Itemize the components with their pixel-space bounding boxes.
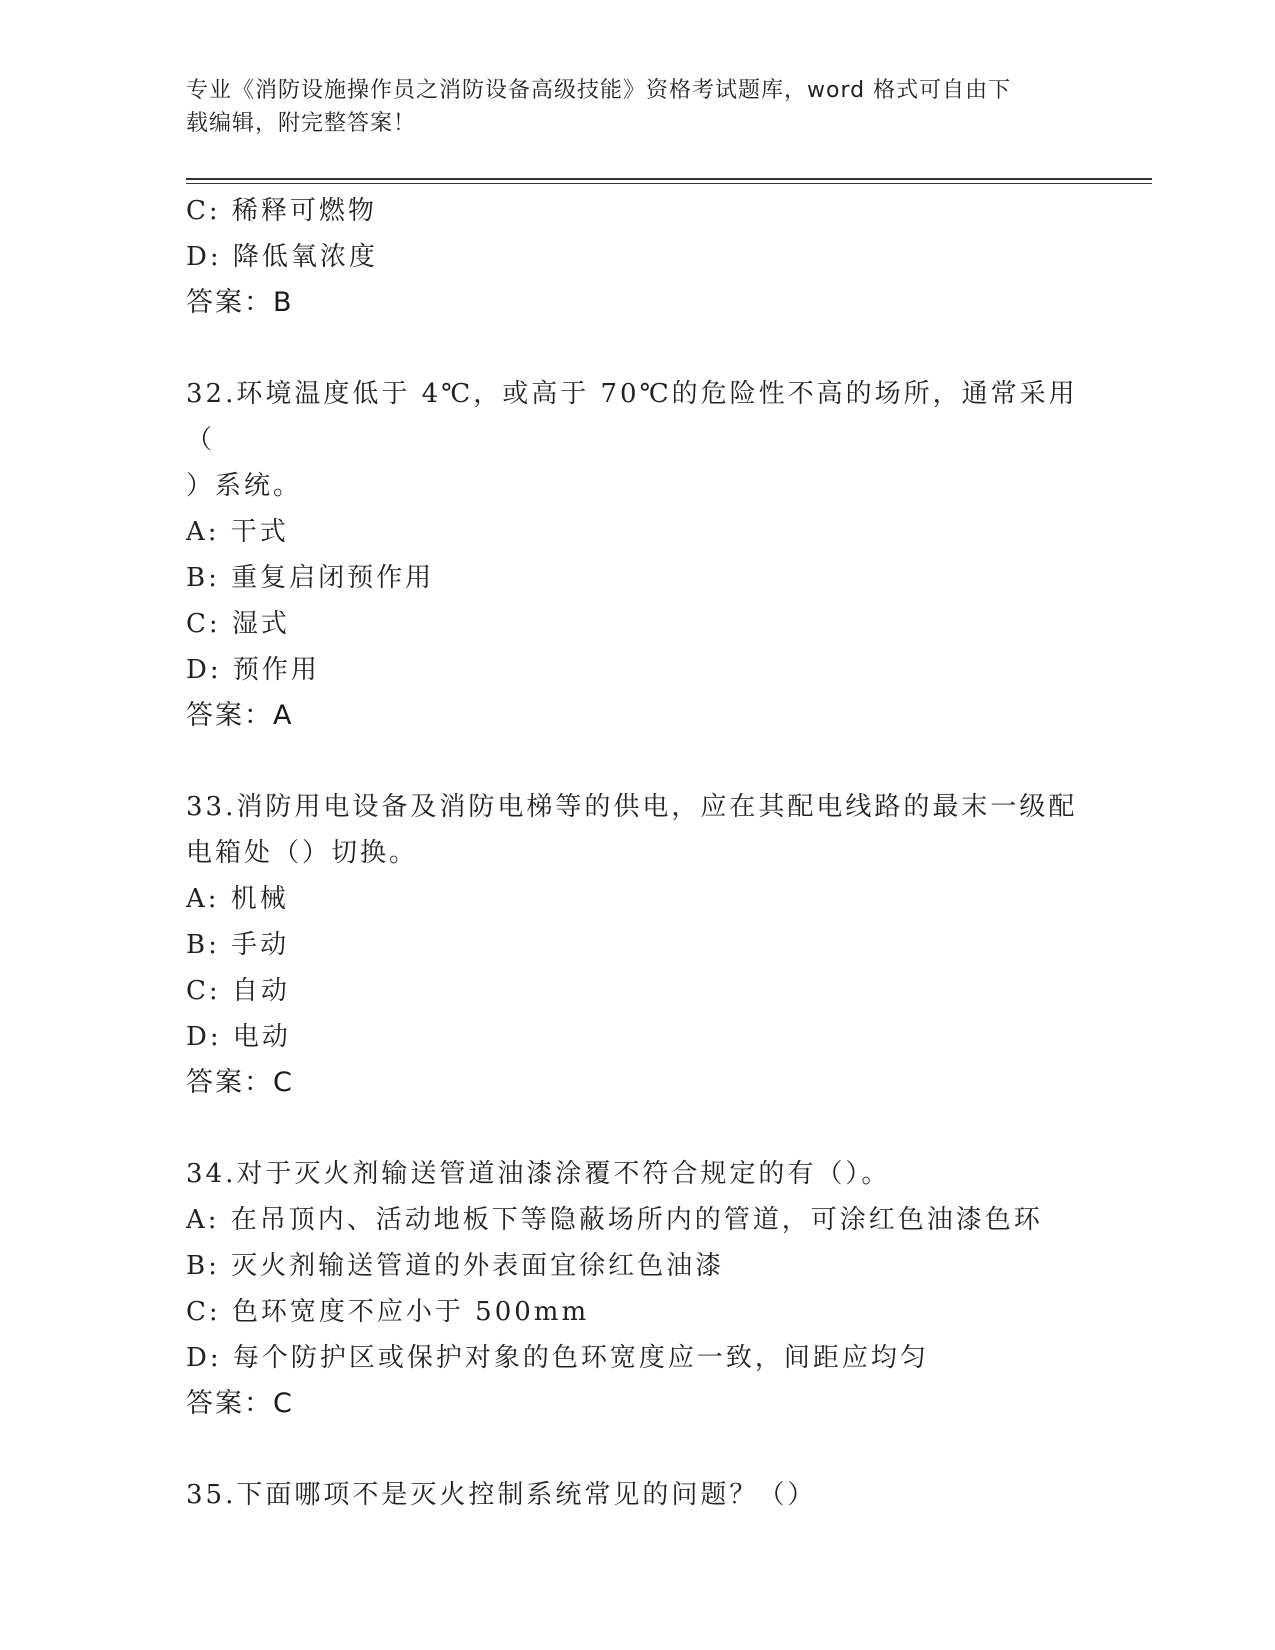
question-block-35 bbox=[186, 1472, 1086, 1518]
option-d: D: 降低氧浓度 bbox=[186, 242, 378, 272]
question-stem-line-1: 33.消防用电设备及消防电梯等的供电，应在其配电线路的最末一级配 bbox=[186, 792, 1078, 822]
option-a: A: 干式 bbox=[186, 517, 289, 547]
option-d: D: 每个防护区或保护对象的色环宽度应一致，间距应均匀 bbox=[186, 1343, 929, 1373]
question-block-32 bbox=[186, 371, 1086, 739]
option-c: C: 色环宽度不应小于 500mm bbox=[186, 1297, 590, 1327]
header-line-2: 载编辑，附完整答案！ bbox=[186, 111, 417, 136]
answer-line: 答案：C bbox=[186, 1067, 294, 1098]
answer-line: 答案：A bbox=[186, 700, 294, 731]
header-divider-thick bbox=[186, 178, 1152, 180]
option-b: B: 灭火剂输送管道的外表面宜徐红色油漆 bbox=[186, 1251, 725, 1281]
answer-line: 答案：C bbox=[186, 1388, 294, 1419]
question-block-34 bbox=[186, 1151, 1086, 1427]
header-divider-thin bbox=[186, 183, 1152, 184]
question-block-33 bbox=[186, 784, 1086, 1106]
option-c: C: 自动 bbox=[186, 976, 290, 1006]
question-stem-line-1: 34.对于灭火剂输送管道油漆涂覆不符合规定的有（）。 bbox=[186, 1159, 891, 1189]
question-stem-line-2: 电箱处（）切换。 bbox=[186, 838, 419, 868]
question-stem-line-1: 35.下面哪项不是灭火控制系统常见的问题？（） bbox=[186, 1480, 817, 1510]
question-stem-line-1: 32.环境温度低于 4℃，或高于 70℃的危险性不高的场所，通常采用（ bbox=[186, 379, 1078, 455]
option-c: C: 湿式 bbox=[186, 609, 290, 639]
option-b: B: 重复启闭预作用 bbox=[186, 563, 435, 593]
option-d: D: 预作用 bbox=[186, 655, 320, 685]
option-b: B: 手动 bbox=[186, 930, 290, 960]
answer-line: 答案：B bbox=[186, 287, 294, 318]
option-a: A: 机械 bbox=[186, 884, 289, 914]
question-block-31 bbox=[186, 188, 1086, 326]
option-c: C: 稀释可燃物 bbox=[186, 196, 377, 226]
option-a: A: 在吊顶内、活动地板下等隐蔽场所内的管道，可涂红色油漆色环 bbox=[186, 1205, 1043, 1235]
question-list bbox=[186, 188, 1086, 1518]
document-header bbox=[186, 74, 1086, 140]
option-d: D: 电动 bbox=[186, 1022, 291, 1052]
header-line-1: 专业《消防设施操作员之消防设备高级技能》资格考试题库，word 格式可自由下 bbox=[186, 78, 1012, 103]
question-stem-line-2: ）系统。 bbox=[186, 471, 303, 501]
